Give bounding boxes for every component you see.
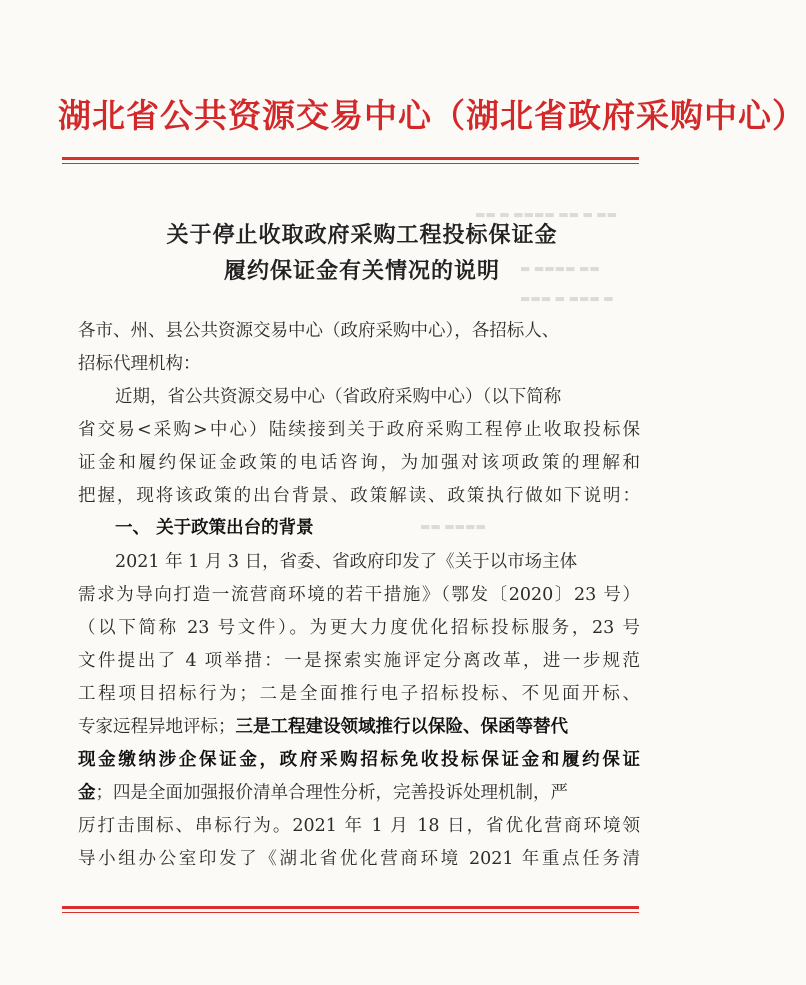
letterhead-rule-thick [62,157,639,160]
emphasized-text: 金 [78,783,96,803]
emphasized-paragraph-line: 现金缴纳涉企保证金，政府采购招标免收投标保证金和履约保证 [78,750,640,770]
paragraph-line: 厉打击围标、串标行为。2021 年 1 月 18 日，省优化营商环境领 [78,816,640,836]
paragraph-line: 近期，省公共资源交易中心（省政府采购中心）（以下简称 [115,387,562,407]
bleed-through-text: ▬ ▬▬▬▬ ▬▬ [520,262,600,275]
emphasized-text: 三是工程建设领域推行以保险、保函等替代 [235,717,568,737]
document-title-line-2: 履约保证金有关情况的说明 [223,258,500,284]
paragraph-line: 证金和履约保证金政策的电话咨询，为加强对该项政策的理解和 [78,453,640,473]
bleed-through-text: ▬▬▬ ▬ ▬▬▬ ▬ [520,292,614,305]
document-title-line-1: 关于停止收取政府采购工程投标保证金 [166,222,558,248]
footer-rule-thick [62,906,639,909]
paragraph-line [78,711,640,744]
paragraph-line: （以下简称 23 号文件）。为更大力度优化招标投标服务，23 号 [78,618,640,638]
org-letterhead: 湖北省公共资源交易中心（湖北省政府采购中心） [58,96,806,135]
paragraph-line: 2021 年 1 月 3 日，省委、省政府印发了《关于以市场主体 [115,552,578,572]
plain-text: 专家远程异地评标； [78,717,236,737]
plain-text: ；四是全面加强报价清单合理性分析，完善投诉处理机制，严 [95,783,568,803]
paragraph-line [78,777,640,810]
paragraph-line: 省交易<采购>中心）陆续接到关于政府采购工程停止收取投标保 [78,420,640,440]
section-heading: 一、 关于政策出台的背景 [115,518,314,538]
paragraph-line: 把握，现将该政策的出台背景、政策解读、政策执行做如下说明： [78,486,640,506]
paragraph-line: 导小组办公室印发了《湖北省优化营商环境 2021 年重点任务清 [78,849,640,869]
letterhead-rule-thin [62,163,639,164]
paragraph-line: 文件提出了 4 项举措：一是探索实施评定分离改革，进一步规范 [78,651,640,671]
footer-rule-thin [62,912,639,913]
bleed-through-text: ▬▬ ▬ ▬▬▬▬ ▬▬ ▬ ▬▬ [475,208,618,221]
paragraph-line: 需求为导向打造一流营商环境的若干措施》（鄂发〔2020〕23 号） [78,585,640,605]
salutation-line: 招标代理机构： [78,354,201,374]
salutation-line: 各市、州、县公共资源交易中心（政府采购中心），各招标人、 [78,321,560,341]
paragraph-line: 工程项目招标行为；二是全面推行电子招标投标、不见面开标、 [78,684,640,704]
bleed-through-text: ▬▬ ▬▬▬▬ [420,520,486,533]
